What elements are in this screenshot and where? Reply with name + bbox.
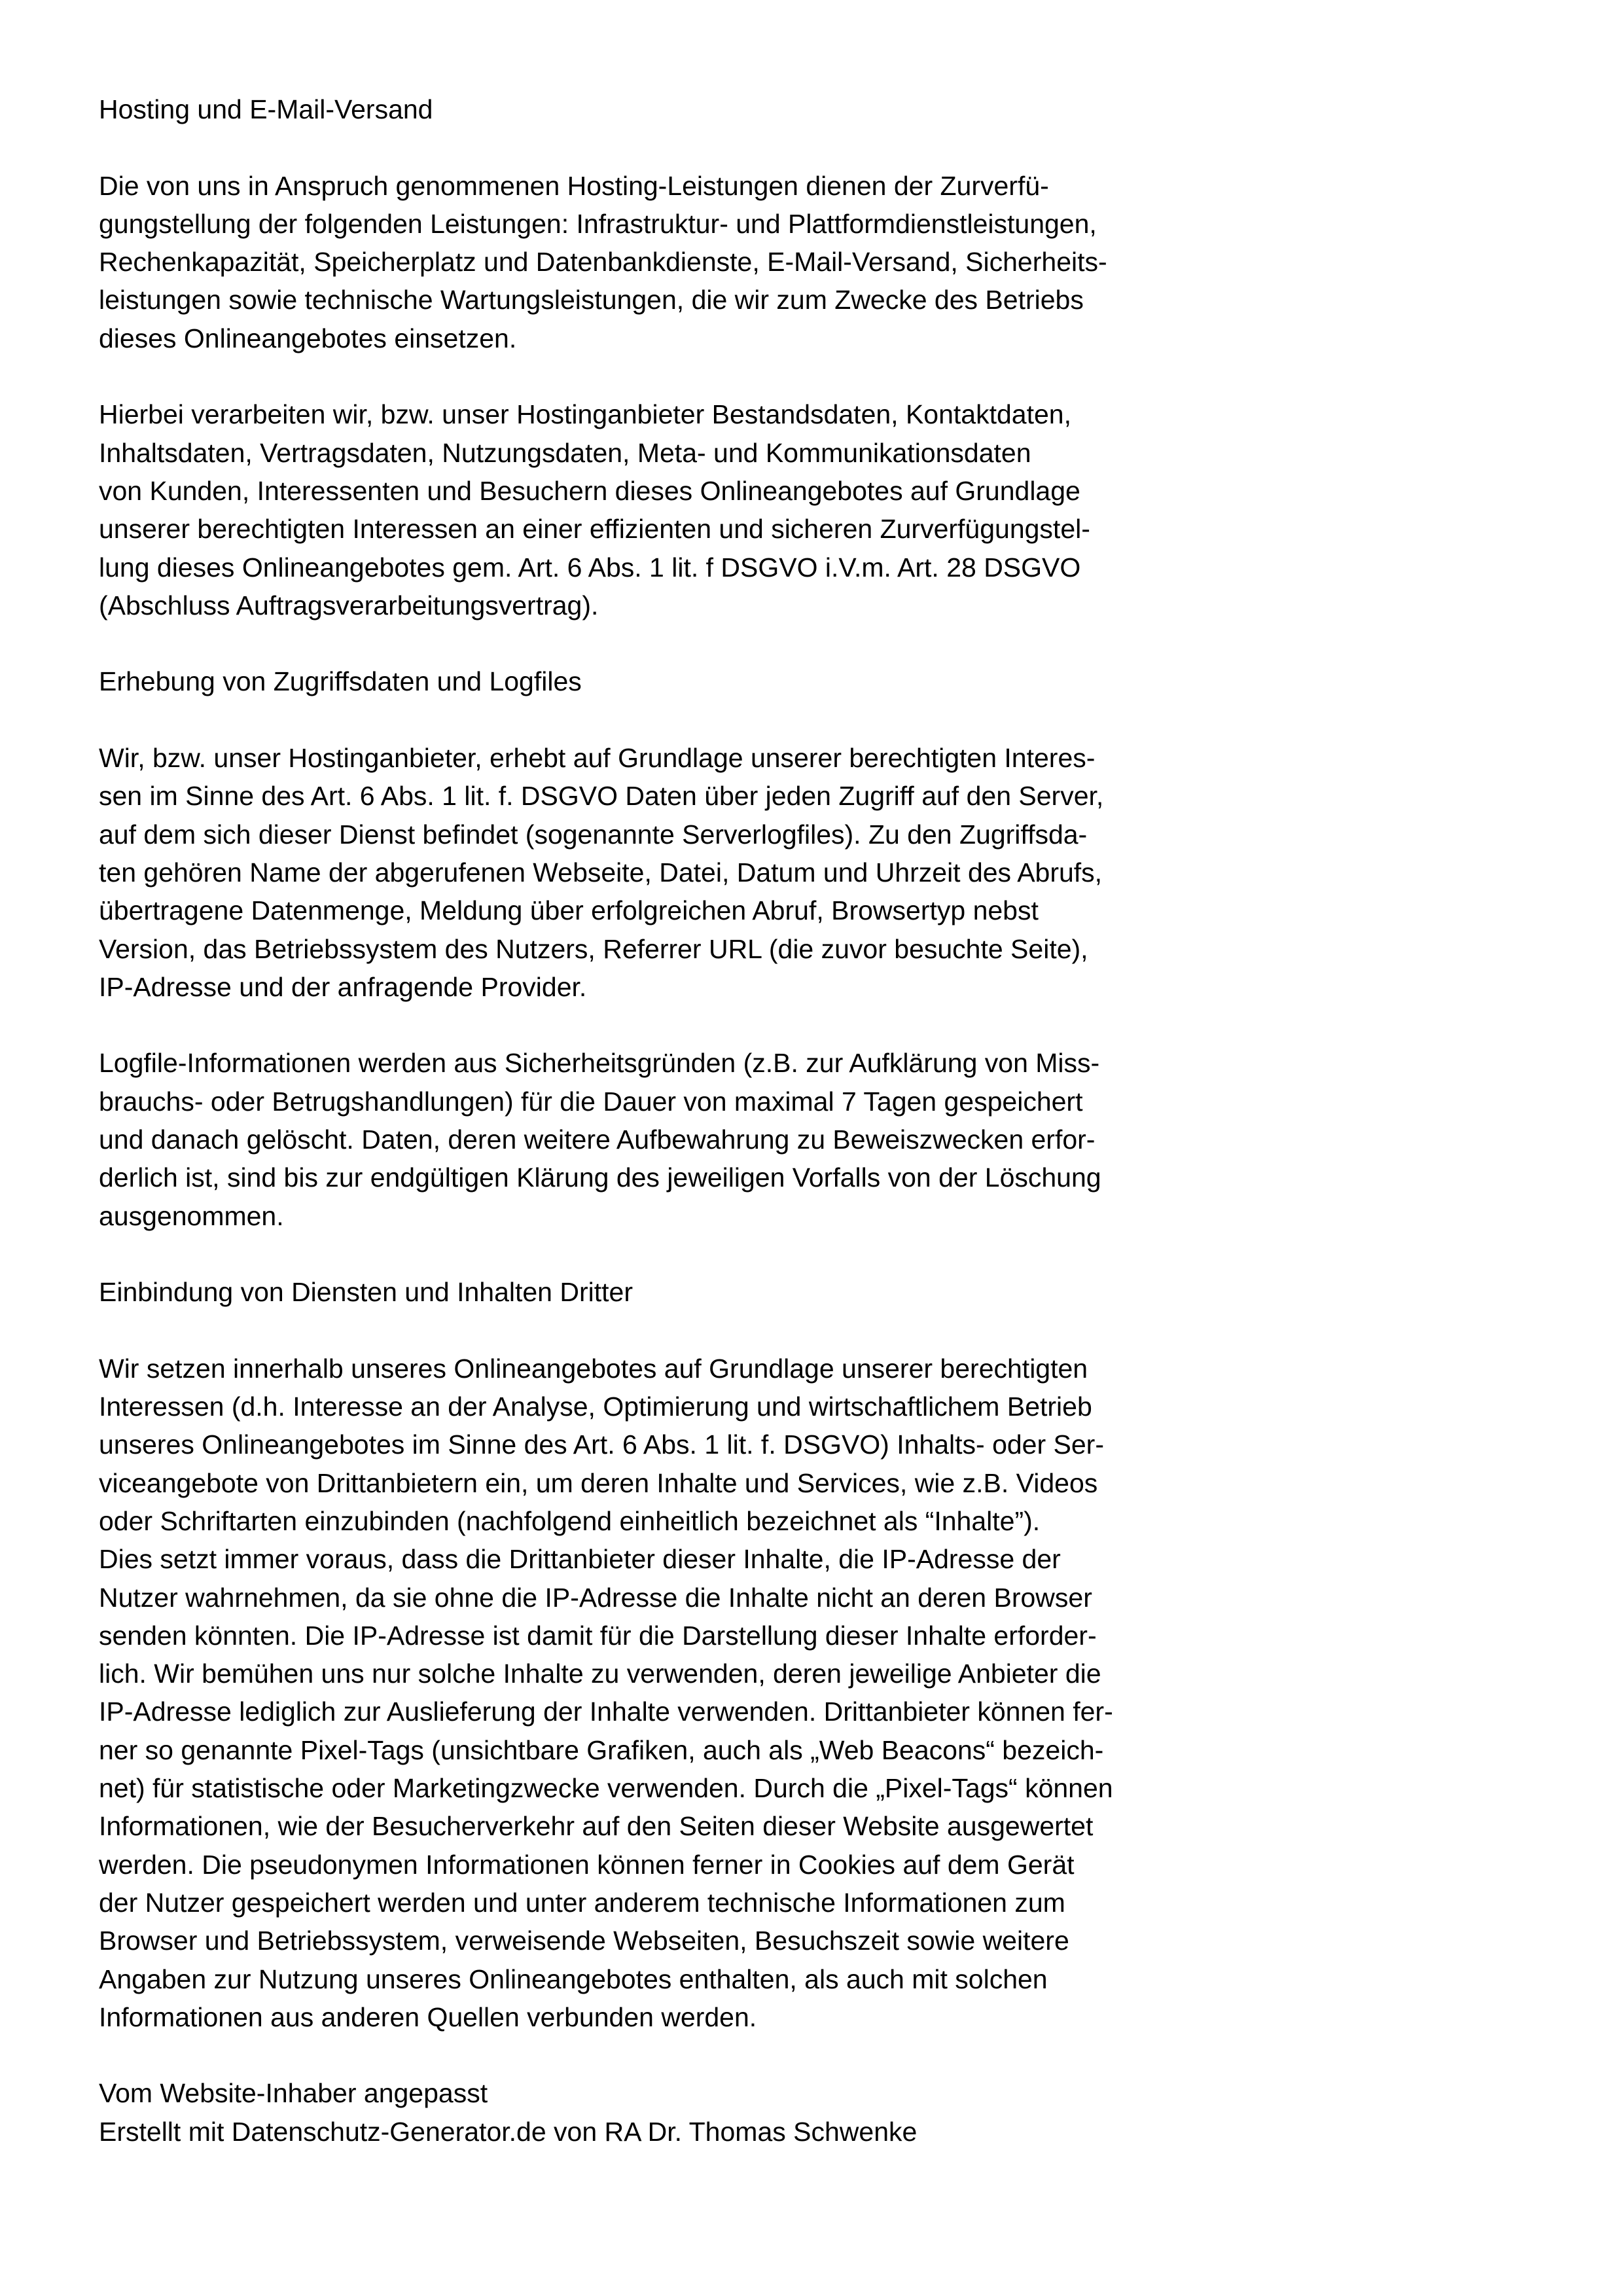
section-hosting (99, 90, 1211, 624)
paragraph (99, 395, 1211, 624)
text-line: viceangebote von Drittanbietern ein, um deren Inhalte und Services, wie z.B. Videos (99, 1467, 1098, 1498)
text-line: oder Schriftarten einzubinden (nachfolgend einheitlich bezeichnet als “Inhalte”). (99, 1505, 1041, 1536)
spacer (99, 701, 1211, 739)
text-line: Nutzer wahrnehmen, da sie ohne die IP-Adresse die Inhalte nicht an deren Browser (99, 1582, 1092, 1613)
text-line: Die von uns in Anspruch genommenen Hosting-Leistungen dienen der Zurverfü- (99, 170, 1049, 201)
text-line: übertragene Datenmenge, Meldung über erfolgreichen Abruf, Browsertyp nebst (99, 895, 1039, 926)
section-heading: Einbindung von Diensten und Inhalten Dritter (99, 1277, 633, 1308)
text-line: Browser und Betriebssystem, verweisende Webseiten, Besuchszeit sowie weitere (99, 1926, 1069, 1956)
text-line: lung dieses Onlineangebotes gem. Art. 6 Abs. 1 lit. f DSGVO i.V.m. Art. 28 DSGVO (99, 552, 1081, 583)
text-line: Angaben zur Nutzung unseres Onlineangebotes enthalten, als auch mit solchen (99, 1964, 1048, 1994)
spacer (99, 624, 1211, 662)
text-line: Version, das Betriebssystem des Nutzers, Referrer URL (die zuvor besuchte Seite), (99, 933, 1088, 964)
text-line: Inhaltsdaten, Vertragsdaten, Nutzungsdaten, Meta- und Kommunikationsdaten (99, 437, 1031, 468)
text-line: Wir setzen innerhalb unseres Onlineangebotes auf Grundlage unserer berechtigten (99, 1353, 1088, 1384)
text-line: IP-Adresse lediglich zur Auslieferung der Inhalte verwenden. Drittanbieter können fer- (99, 1696, 1113, 1727)
text-line: unserer berechtigten Interessen an einer effizienten und sicheren Zurverfügungstel- (99, 514, 1090, 545)
spacer (99, 1312, 1211, 1350)
paragraph (99, 1044, 1211, 1234)
text-line: auf dem sich dieser Dienst befindet (sogenannte Serverlogfiles). Zu den Zugriffsda- (99, 819, 1088, 850)
text-line: sen im Sinne des Art. 6 Abs. 1 lit. f. DSGVO Daten über jeden Zugriff auf den Server, (99, 781, 1104, 812)
document-page (99, 90, 1211, 2151)
text-line: und danach gelöscht. Daten, deren weitere Aufbewahrung zu Beweiszwecken erfor- (99, 1124, 1096, 1155)
text-line: von Kunden, Interessenten und Besuchern dieses Onlineangebotes auf Grundlage (99, 475, 1080, 506)
text-line: Dies setzt immer voraus, dass die Drittanbieter dieser Inhalte, die IP-Adresse der (99, 1544, 1061, 1575)
spacer (99, 1006, 1211, 1044)
adapted-note: Vom Website-Inhaber angepasst (99, 2078, 488, 2109)
text-line: ausgenommen. (99, 1200, 284, 1231)
text-line: unseres Onlineangebotes im Sinne des Art. 6 Abs. 1 lit. f. DSGVO) Inhalts- oder Ser- (99, 1429, 1104, 1460)
text-line: net) für statistische oder Marketingzwecke verwenden. Durch die „Pixel-Tags“ können (99, 1773, 1113, 1804)
text-line: ten gehören Name der abgerufenen Webseite, Datei, Datum und Uhrzeit des Abrufs, (99, 857, 1103, 888)
spacer (99, 128, 1211, 166)
section-logfiles (99, 662, 1211, 1234)
text-line: (Abschluss Auftragsverarbeitungsvertrag). (99, 590, 599, 620)
spacer (99, 357, 1211, 395)
section-heading: Erhebung von Zugriffsdaten und Logfiles (99, 666, 582, 697)
text-line: gungstellung der folgenden Leistungen: Infrastruktur- und Plattformdienstleistungen, (99, 208, 1097, 239)
text-line: leistungen sowie technische Wartungsleistungen, die wir zum Zwecke des Betriebs (99, 285, 1084, 315)
text-line: derlich ist, sind bis zur endgültigen Klärung des jeweiligen Vorfalls von der Löschung (99, 1162, 1101, 1193)
text-line: werden. Die pseudonymen Informationen können ferner in Cookies auf dem Gerät (99, 1849, 1075, 1880)
spacer (99, 2036, 1211, 2074)
text-line: Hierbei verarbeiten wir, bzw. unser Hostinganbieter Bestandsdaten, Kontaktdaten, (99, 399, 1071, 430)
text-line: Logfile-Informationen werden aus Sicherheitsgründen (z.B. zur Aufklärung von Miss- (99, 1048, 1100, 1079)
text-line: Interessen (d.h. Interesse an der Analyse, Optimierung und wirtschaftlichem Betrieb (99, 1391, 1092, 1422)
paragraph (99, 167, 1211, 357)
text-line: brauchs- oder Betrugshandlungen) für die Dauer von maximal 7 Tagen gespeichert (99, 1086, 1083, 1117)
text-line: IP-Adresse und der anfragende Provider. (99, 971, 587, 1002)
text-line: Informationen aus anderen Quellen verbunden werden. (99, 2001, 757, 2032)
text-line: der Nutzer gespeichert werden und unter anderem technische Informationen zum (99, 1887, 1065, 1918)
text-line: Informationen, wie der Besucherverkehr auf den Seiten dieser Website ausgewertet (99, 1811, 1094, 1842)
section-heading: Hosting und E-Mail-Versand (99, 94, 433, 124)
text-line: lich. Wir bemühen uns nur solche Inhalte zu verwenden, deren jeweilige Anbieter die (99, 1659, 1101, 1689)
paragraph (99, 739, 1211, 1006)
paragraph (99, 1350, 1211, 2036)
generator-credit: Erstellt mit Datenschutz-Generator.de von RA Dr. Thomas Schwenke (99, 2116, 918, 2147)
text-line: senden könnten. Die IP-Adresse ist damit für die Darstellung dieser Inhalte erforder- (99, 1620, 1097, 1651)
document-footer (99, 2074, 1211, 2151)
text-line: dieses Onlineangebotes einsetzen. (99, 323, 517, 353)
text-line: ner so genannte Pixel-Tags (unsichtbare Grafiken, auch als „Web Beacons“ bezeich- (99, 1734, 1104, 1765)
text-line: Rechenkapazität, Speicherplatz und Datenbankdienste, E-Mail-Versand, Sicherheits- (99, 247, 1107, 278)
spacer (99, 1235, 1211, 1273)
section-third-party (99, 1273, 1211, 2036)
text-line: Wir, bzw. unser Hostinganbieter, erhebt auf Grundlage unserer berechtigten Interes- (99, 743, 1096, 774)
